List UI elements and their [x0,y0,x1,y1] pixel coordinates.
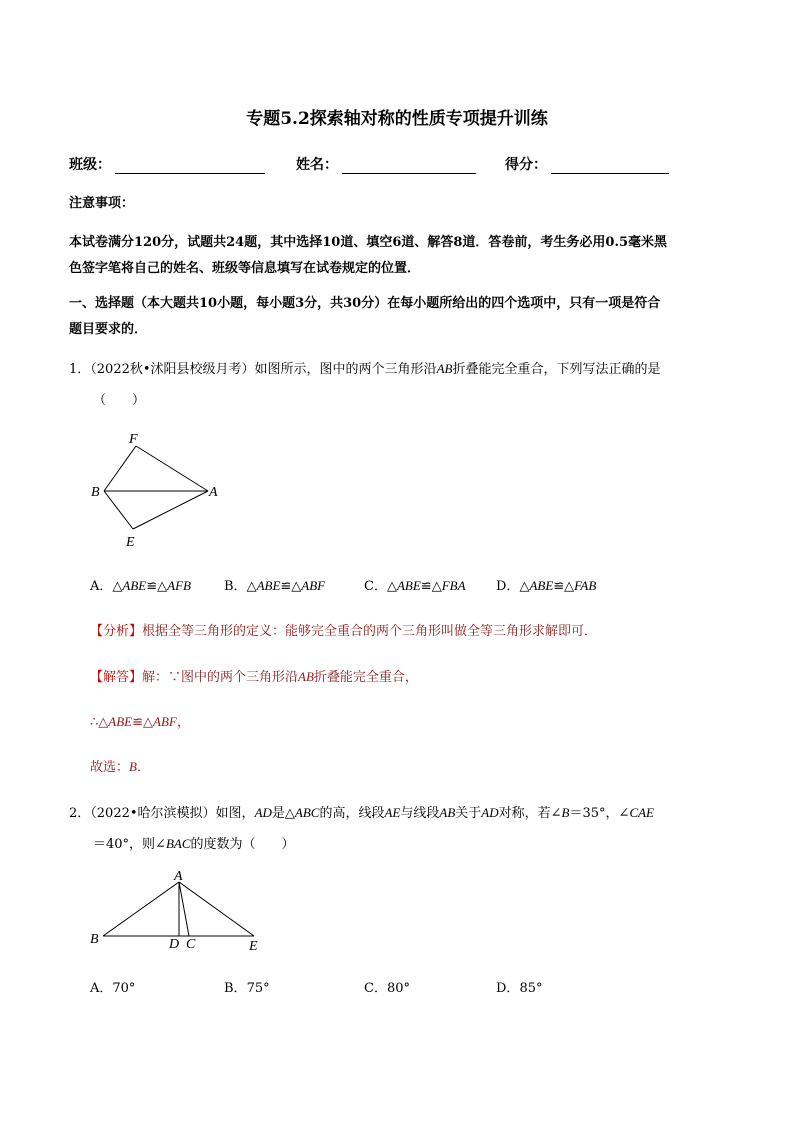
triangle-symbol: △ [291,579,302,594]
question-number: 1． [69,362,91,377]
angle-label: B [561,805,570,820]
question-2-stem-line-1 [69,802,654,821]
triangle-name: FBA [441,578,466,593]
segment-be [104,491,133,529]
point-label-c: C [186,937,196,952]
answer-tag: 【解答】 [90,670,143,685]
segment-fa [136,446,208,491]
triangle-name: ABE [396,578,421,593]
option-value: 70° [112,981,136,996]
point-label-e: E [126,535,135,550]
stem-text: 对称，若∠ [498,806,562,821]
stem-text: 的高，线段 [319,806,385,821]
option-value: 80° [386,981,410,996]
angle-label: CAE [629,805,654,820]
question-2-stem-line-2 [93,833,295,852]
option-letter: A． [90,579,113,594]
section-heading-line-1: 一、选择题（本大题共10小题，每小题3分，共30分）在每小题所给出的四个选项中，只有一项是符合 [69,296,661,311]
question-2-figure [88,866,268,958]
q2-option-c[interactable] [364,977,410,996]
stem-text: 如图， [215,806,255,821]
therefore-symbol: ∴△ [90,715,109,730]
punctuation: ． [136,760,150,775]
triangle-symbol: △ [246,579,257,594]
question-source: （2022•哈尔滨模拟） [90,806,216,821]
option-value: 85° [519,981,543,996]
segment-ac [179,882,189,936]
notice-line-1: 本试卷满分120分，试题共24题，其中选择10道、填空6道、解答8道．答卷前，考生务必用0.5毫米黑 [69,235,668,250]
option-letter: C． [364,981,387,996]
point-label-e: E [249,939,258,954]
point-label-b: B [91,485,100,500]
option-c[interactable] [364,575,466,594]
stem-text: 如图所示，图中的两个三角形沿 [254,362,437,377]
congruent-symbol: ≌△ [132,715,153,730]
page-title: 专题5.2探索轴对称的性质专项提升训练 [246,109,548,129]
point-label-a: A [174,869,183,884]
segment-ae [179,882,254,936]
analysis-text: 根据全等三角形的定义：能够完全重合的两个三角形叫做全等三角形求解即可． [142,624,598,639]
stem-text: 是△ [271,806,295,821]
triangle-name: AFB [167,578,191,593]
class-blank[interactable] [115,158,265,174]
option-d[interactable] [496,575,596,594]
question-1-paren: （ ） [93,393,146,408]
point-label-d: D [169,937,180,952]
answer-text: 折叠能完全重合， [313,670,418,685]
segment-label: AE [384,805,401,820]
congruent-symbol: ≌ [420,579,432,594]
triangle-name: ABE [108,714,133,729]
choose-value: B [129,759,137,774]
option-value: 75° [246,981,270,996]
triangle-name: ABE [256,578,281,593]
analysis-line [90,620,597,639]
question-source: （2022秋•沭阳县校级月考） [90,362,255,377]
section-heading-line-2: 题目要求的． [69,322,148,337]
answer-text: 解：∵图中的两个三角形沿 [142,670,299,685]
analysis-tag: 【分析】 [90,624,143,639]
triangle-symbol: △ [519,579,530,594]
question-1-stem [69,358,660,377]
stem-text: 与线段 [400,806,440,821]
triangle-name: ABF [301,578,326,593]
name-field [296,154,476,174]
option-letter: C． [364,579,387,594]
stem-text: 折叠能完全重合，下列写法正确的是 [452,362,661,377]
q2-option-a[interactable] [90,977,135,996]
notice-line-2: 色签字笔将自己的姓名、班级等信息填写在试卷规定的位置． [69,261,421,276]
stem-text: 关于 [455,806,482,821]
segment-label: AD [481,805,499,820]
question-number: 2． [69,806,91,821]
option-letter: A． [90,981,113,996]
triangle-name: ABC [294,805,320,820]
congruent-symbol: ≌ [553,579,565,594]
point-label-a: A [209,485,218,500]
option-letter: D． [496,981,520,996]
therefore-line [90,711,190,730]
q2-option-b[interactable] [224,977,270,996]
option-letter: D． [496,579,520,594]
score-field [505,154,669,174]
triangle-name: FAB [574,578,597,593]
option-b[interactable] [224,575,325,594]
triangle-symbol: △ [112,579,123,594]
segment-label: AB [436,361,453,376]
congruent-symbol: ≌ [146,579,158,594]
choose-line [90,756,150,775]
triangle-name: ABE [529,578,554,593]
class-label: 班级： [69,157,111,173]
triangle-symbol: △ [564,579,575,594]
point-label-b: B [90,932,99,947]
triangle-name: ABE [122,578,147,593]
stem-text: ＝35°，∠ [569,806,630,821]
segment-ea [133,491,208,529]
answer-line [90,666,418,685]
notice-heading: 注意事项： [69,196,135,211]
choose-label: 故选： [90,760,130,775]
congruent-symbol: ≌ [280,579,292,594]
question-1-figure [88,428,228,553]
segment-label: AD [254,805,272,820]
segment-label: AB [298,669,314,684]
angle-label: BAC [165,836,191,851]
option-letter: B． [224,579,247,594]
segment-ab [103,882,179,936]
name-label: 姓名： [296,157,338,173]
class-field [69,154,265,174]
triangle-symbol: △ [431,579,442,594]
triangle-name: ABF [153,714,177,729]
stem-text: ＝40°，则∠ [93,837,166,852]
option-a[interactable] [90,575,191,594]
score-label: 得分： [505,157,547,173]
score-blank[interactable] [551,158,669,174]
segment-label: AB [439,805,456,820]
option-letter: B． [224,981,247,996]
segment-bf [104,446,136,491]
triangle-symbol: △ [386,579,397,594]
q2-option-d[interactable] [496,977,542,996]
name-blank[interactable] [342,158,476,174]
triangle-symbol: △ [157,579,168,594]
punctuation: ， [176,715,190,730]
stem-text: 的度数为（ ） [190,837,295,852]
point-label-f: F [129,432,138,447]
